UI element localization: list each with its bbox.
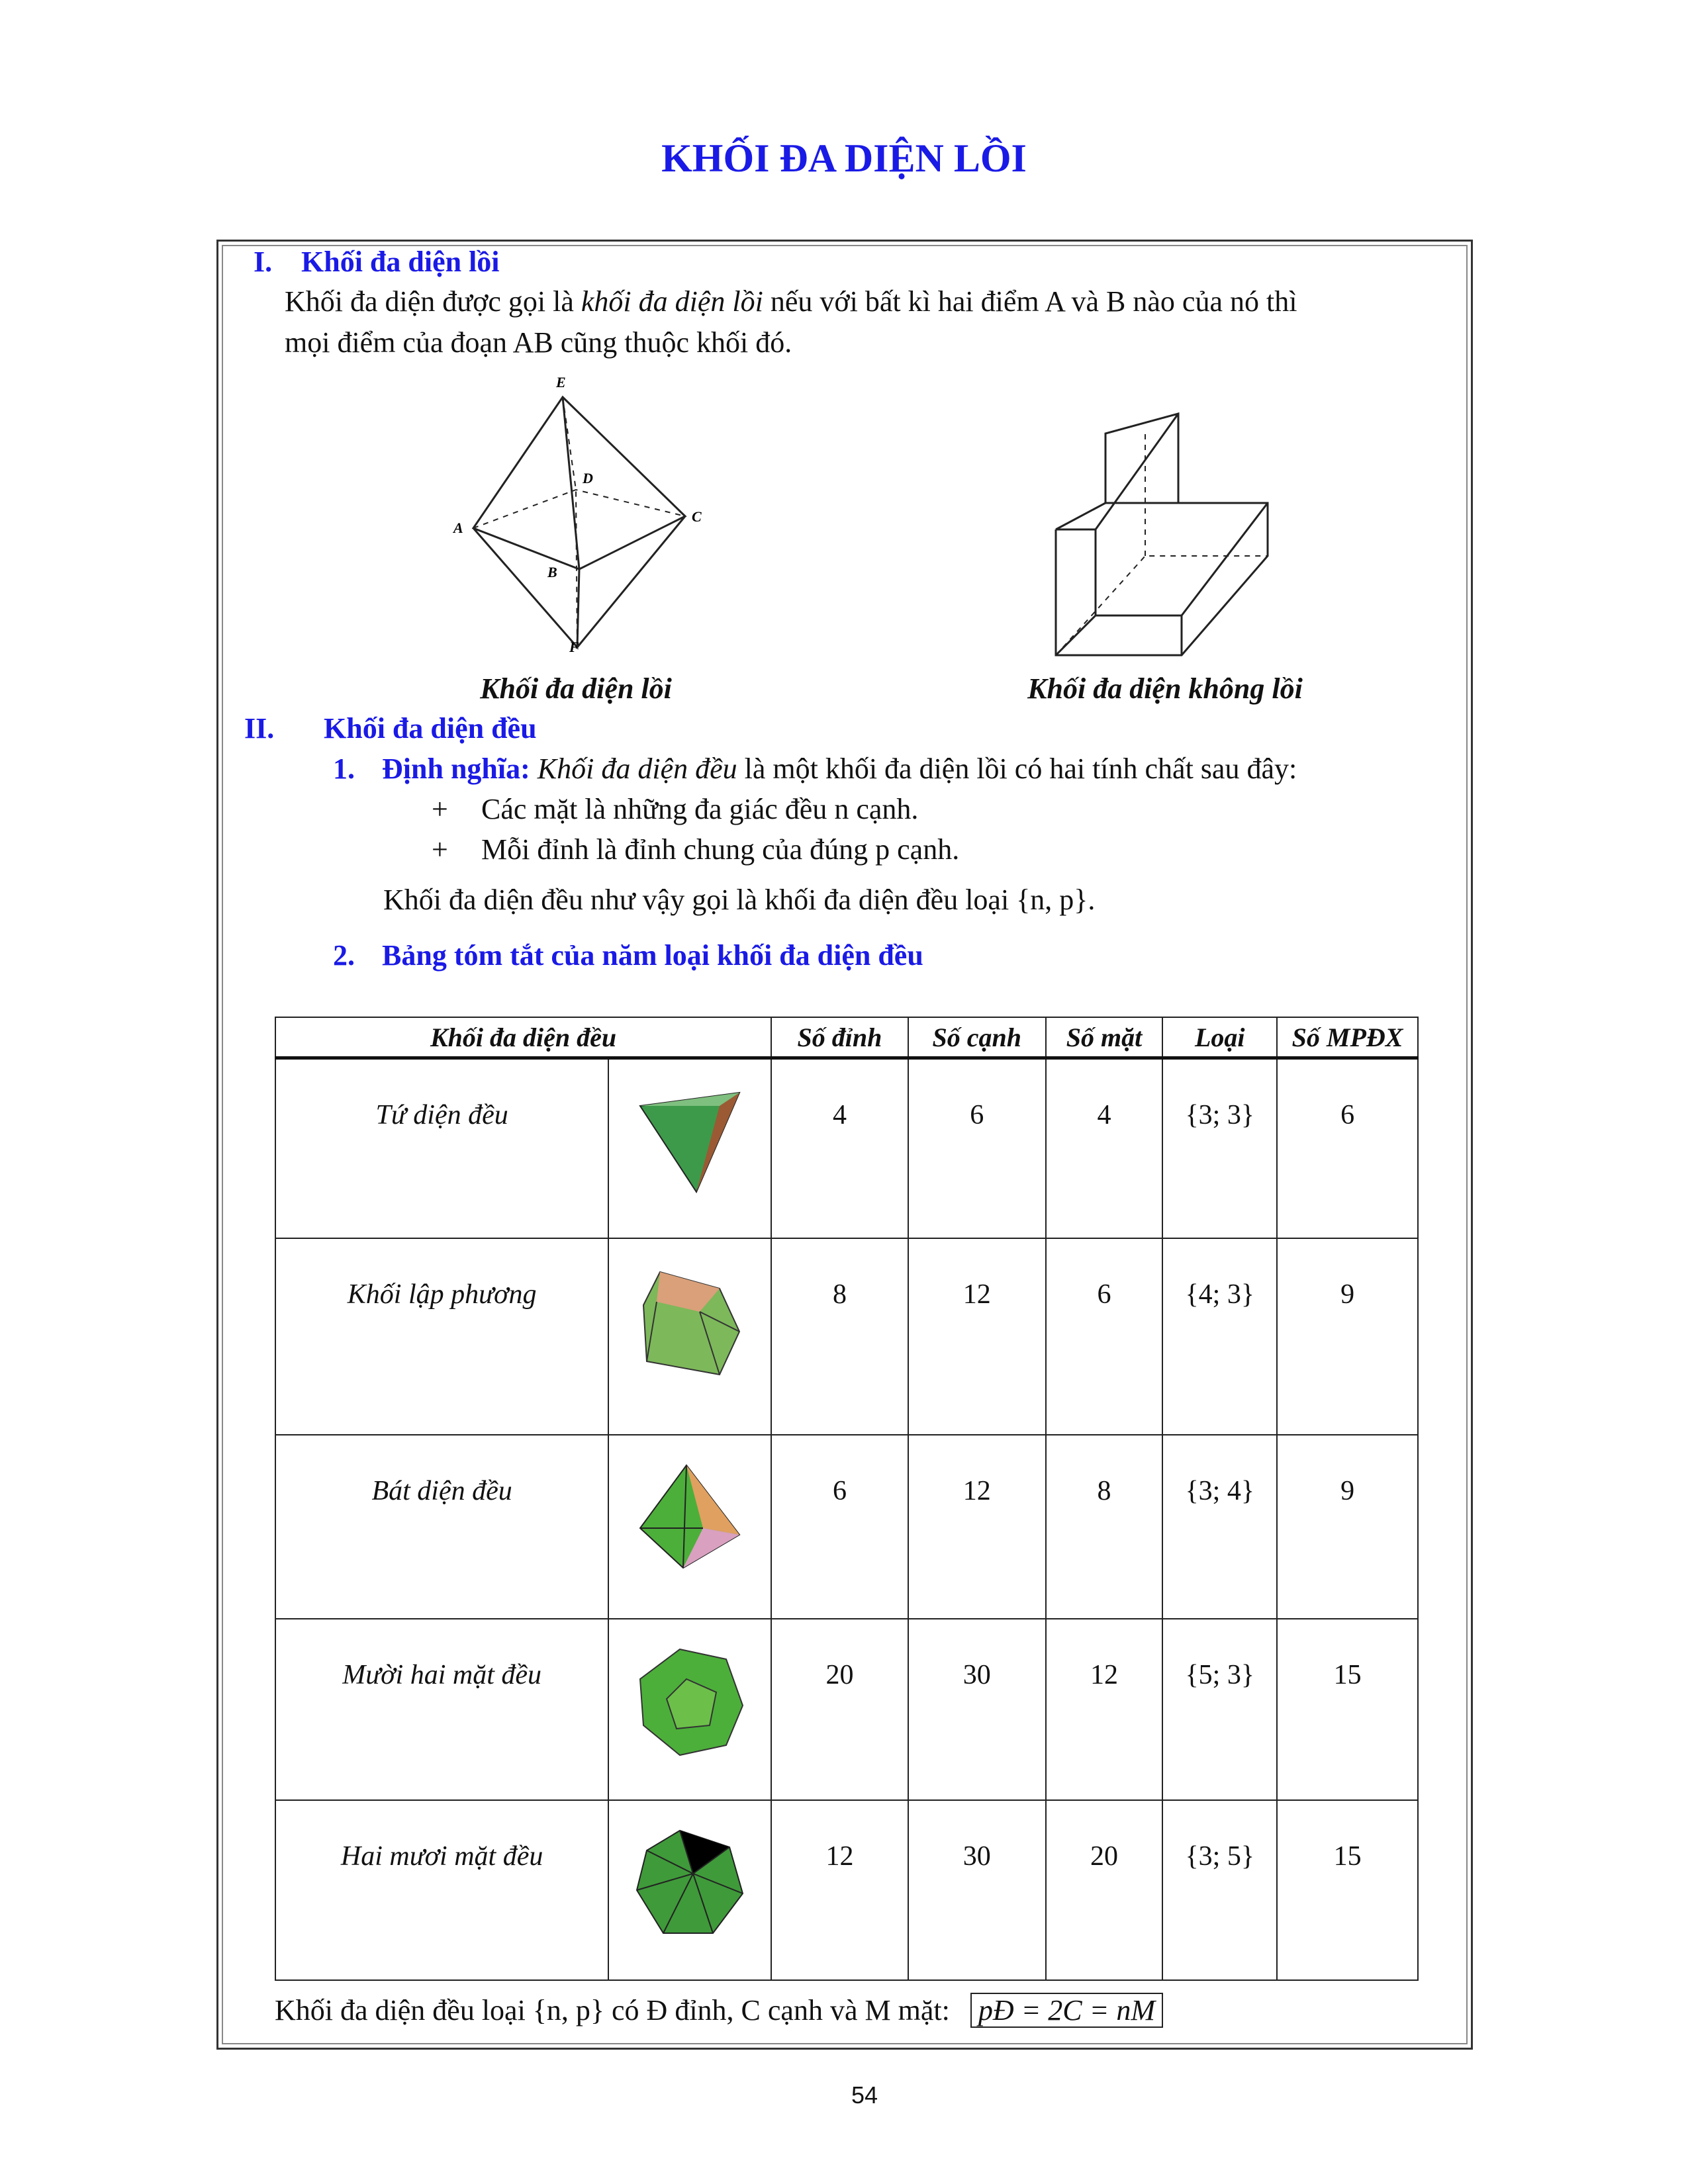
vertex-count: 8: [771, 1238, 908, 1435]
column-header: Số đỉnh: [771, 1017, 908, 1058]
vertex-count: 20: [771, 1619, 908, 1800]
edge-count: 12: [908, 1435, 1046, 1619]
column-header: Khối đa diện đều: [275, 1017, 771, 1058]
definition-line2: mọi điểm của đoạn AB cũng thuộc khối đó.: [285, 326, 792, 359]
bullet-mark: +: [432, 833, 448, 866]
vertex-label: B: [547, 564, 557, 580]
item-label: Định nghĩa:: [382, 752, 530, 785]
edge-count: 12: [908, 1238, 1046, 1435]
vertex-label: C: [692, 508, 702, 525]
vertex-label: F: [569, 639, 579, 655]
schlafli-type: {3; 5}: [1162, 1800, 1277, 1980]
symmetry-planes: 15: [1277, 1800, 1418, 1980]
figure1-caption: Khối đa diện lồi: [480, 672, 672, 705]
tetrahedron-icon: [608, 1058, 771, 1238]
polyhedron-name: Tứ diện đều: [275, 1058, 608, 1238]
definition-item: [333, 752, 1297, 786]
table-heading: [333, 938, 923, 972]
column-header: Số mặt: [1046, 1017, 1163, 1058]
section2-number: II.: [244, 712, 275, 745]
figure2-caption: Khối đa diện không lồi: [1027, 672, 1303, 705]
section1-number: I.: [254, 246, 273, 278]
edge-count: 6: [908, 1058, 1046, 1238]
term: Khối đa diện đều: [530, 752, 737, 785]
definition-summary: Khối đa diện đều như vậy gọi là khối đa diện đều loại {n, p}.: [383, 884, 1096, 916]
table-header-row: [275, 1017, 1418, 1058]
edge-count: 30: [908, 1619, 1046, 1800]
face-count: 20: [1046, 1800, 1163, 1980]
l-shape-figure: [1049, 407, 1278, 659]
text: là một khối đa diện lồi có hai tính chất sau đây:: [737, 752, 1297, 785]
schlafli-type: {4; 3}: [1162, 1238, 1277, 1435]
formula-text: Khối đa diện đều loại {n, p} có Đ đỉnh, C cạnh và M mặt:: [275, 1994, 950, 2026]
column-header: Loại: [1162, 1017, 1277, 1058]
vertex-label: E: [556, 374, 566, 390]
vertex-count: 6: [771, 1435, 908, 1619]
table-row: [275, 1435, 1418, 1619]
polyhedron-name: Hai mươi mặt đều: [275, 1800, 608, 1980]
section2-heading: Khối đa diện đều: [324, 712, 537, 745]
table-row: [275, 1800, 1418, 1980]
symmetry-planes: 15: [1277, 1619, 1418, 1800]
face-count: 8: [1046, 1435, 1163, 1619]
cube-icon: [608, 1238, 771, 1435]
bullet-text: Mỗi đỉnh là đỉnh chung của đúng p cạnh.: [481, 833, 960, 866]
edge-count: 30: [908, 1800, 1046, 1980]
text: nếu với bất kì hai điểm A và B nào của nó thì: [763, 285, 1297, 318]
item-number: 1.: [333, 752, 355, 785]
octahedron-icon: [608, 1435, 771, 1619]
polyhedron-name: Khối lập phương: [275, 1238, 608, 1435]
polyhedra-table: [275, 1017, 1419, 1981]
formula-box: pĐ = 2C = nM: [970, 1993, 1163, 2028]
term: khối đa diện lồi: [581, 285, 763, 318]
column-header: Số MPĐX: [1277, 1017, 1418, 1058]
schlafli-type: {3; 4}: [1162, 1435, 1277, 1619]
octahedron-figure: [447, 371, 712, 662]
table-row: [275, 1058, 1418, 1238]
face-count: 6: [1046, 1238, 1163, 1435]
bullet-mark: +: [432, 793, 448, 825]
page-title: KHỐI ĐA DIỆN LỒI: [661, 136, 1027, 180]
symmetry-planes: 6: [1277, 1058, 1418, 1238]
hidden-edges: [473, 397, 685, 647]
definition-line1: [285, 285, 1297, 318]
solid-edges: [473, 397, 685, 647]
text: Khối đa diện được gọi là: [285, 285, 581, 318]
table-row: [275, 1238, 1418, 1435]
symmetry-planes: 9: [1277, 1238, 1418, 1435]
polyhedron-name: Bát diện đều: [275, 1435, 608, 1619]
bullet-text: Các mặt là những đa giác đều n cạnh.: [481, 793, 919, 825]
dodecahedron-icon: [608, 1619, 771, 1800]
vertex-count: 12: [771, 1800, 908, 1980]
vertex-label: D: [583, 470, 593, 486]
polyhedron-name: Mười hai mặt đều: [275, 1619, 608, 1800]
symmetry-planes: 9: [1277, 1435, 1418, 1619]
page-number: 54: [851, 2081, 878, 2109]
schlafli-type: {5; 3}: [1162, 1619, 1277, 1800]
vertex-count: 4: [771, 1058, 908, 1238]
schlafli-type: {3; 3}: [1162, 1058, 1277, 1238]
face-count: 12: [1046, 1619, 1163, 1800]
formula-line: [275, 1993, 1163, 2027]
item-label: Bảng tóm tắt của năm loại khối đa diện đều: [382, 939, 923, 972]
item-number: 2.: [333, 939, 355, 972]
section1-heading: Khối đa diện lồi: [301, 246, 500, 278]
icosahedron-icon: [608, 1800, 771, 1980]
face-count: 4: [1046, 1058, 1163, 1238]
table-row: [275, 1619, 1418, 1800]
column-header: Số cạnh: [908, 1017, 1046, 1058]
vertex-label: A: [453, 520, 463, 536]
